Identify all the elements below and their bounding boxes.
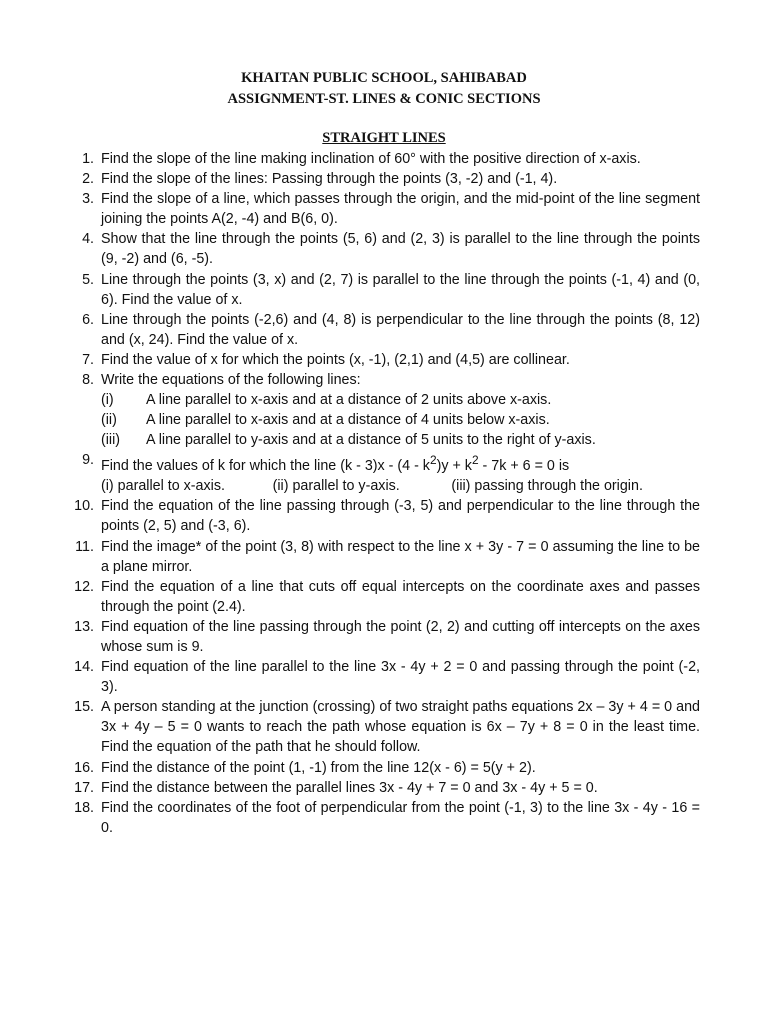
question-item: [70, 350, 700, 370]
question-number: 11.: [75, 538, 94, 555]
sub-item-text: A line parallel to x-axis and at a distance of 2 units above x-axis.: [146, 392, 552, 409]
question-text: Find the distance of the point (1, -1) from the line 12(x - 6) = 5(y + 2).: [101, 759, 536, 776]
question-text: Find equation of the line parallel to the line 3x - 4y + 2 = 0 and passing through the point (-2, 3).: [101, 659, 700, 696]
option-text: (ii) parallel to y-axis.: [272, 478, 400, 495]
question-text: Find equation of the line passing through the point (2, 2) and cutting off intercepts on the axes whose sum is 9.: [101, 618, 700, 656]
question-text: A person standing at the junction (crossing) of two straight paths equations 2x – 3y + 4 = 0 and 3x + 4y – 5 = 0 wants to reach the path whose equation is 6x – 7y + 8 = 0 in the least time. Find the equation of the path that he should follow.: [101, 699, 700, 756]
question-text: Find the coordinates of the foot of perpendicular from the point (-1, 3) to the line 3x - 4y - 16 = 0.: [101, 799, 700, 836]
assignment-title: ASSIGNMENT-ST. LINES & CONIC SECTIONS: [227, 91, 541, 107]
sub-item: [101, 430, 700, 450]
document-header: [0, 68, 768, 110]
question-item: [70, 778, 700, 798]
option-text: (iii) passing through the origin.: [451, 478, 643, 495]
question-text: Line through the points (3, x) and (2, 7) is parallel to the line through the points (-1, 4) and (0, 6). Find the value of x.: [101, 271, 700, 308]
sub-item-label: (i): [101, 392, 114, 409]
question-number: 7.: [82, 351, 94, 368]
sub-item-text: A line parallel to x-axis and at a distance of 4 units below x-axis.: [146, 412, 550, 429]
question-number: 13.: [74, 618, 94, 635]
question-number: 16.: [74, 759, 94, 776]
question-item: [70, 169, 700, 189]
question-number: 9.: [82, 452, 94, 469]
question-number: 8.: [82, 372, 94, 389]
question-number: 10.: [74, 498, 94, 515]
question-item: [70, 577, 700, 617]
question-item: [70, 270, 700, 310]
question-item: [70, 310, 700, 350]
question-text: Write the equations of the following lines:: [101, 372, 361, 389]
question-text: Find the equation of a line that cuts off equal intercepts on the coordinate axes and passes through the point (2.4).: [101, 578, 700, 615]
sub-item-text: A line parallel to y-axis and at a distance of 5 units to the right of y-axis.: [146, 432, 596, 449]
question-text-part: - 7k + 6 = 0 is: [478, 458, 570, 475]
question-item: [70, 229, 700, 269]
sub-item-label: (iii): [101, 432, 121, 449]
question-text-part: Find the values of k for which the line (k - 3)x - (4 - k: [101, 458, 430, 475]
superscript: 2: [471, 453, 479, 468]
sub-item: [101, 390, 700, 410]
question-text: Find the slope of a line, which passes through the origin, and the mid-point of the line segment joining the points A(2, -4) and B(6, 0).: [101, 191, 700, 228]
question-item: [70, 537, 700, 577]
question-number: 3.: [82, 191, 94, 208]
question-text: Line through the points (-2,6) and (4, 8) is perpendicular to the line through the points (8, 12) and (x, 24). Find the value of x.: [101, 311, 700, 348]
section-heading: [0, 128, 768, 148]
question-number: 14.: [74, 659, 94, 676]
question-text-part: )y + k: [436, 458, 472, 475]
question-number: 2.: [82, 171, 94, 188]
question-number: 4.: [82, 231, 94, 248]
question-item: [70, 450, 700, 496]
question-text: Show that the line through the points (5, 6) and (2, 3) is parallel to the line through the points (9, -2) and (6, -5).: [101, 231, 700, 268]
question-number: 18.: [74, 799, 94, 816]
question-number: 5.: [82, 271, 94, 288]
question-number: 15.: [74, 699, 94, 716]
question-text: Find the equation of the line passing through (-3, 5) and perpendicular to the line through the points (2, 5) and (-3, 6).: [101, 498, 700, 535]
question-number: 6.: [82, 311, 94, 328]
superscript: 2: [429, 453, 437, 468]
section-title: STRAIGHT LINES: [322, 130, 446, 146]
question-item: [70, 617, 700, 657]
question-list: [70, 149, 700, 838]
question-item: [70, 758, 700, 778]
question-text: Find the image* of the point (3, 8) with respect to the line x + 3y - 7 = 0 assuming the line to be a plane mirror.: [101, 538, 700, 575]
question-item: [70, 370, 700, 450]
question-number: 1.: [82, 151, 94, 167]
question-item: [70, 149, 700, 169]
question-text: Find the slope of the line making inclination of 60° with the positive direction of x-axis.: [101, 151, 641, 167]
question-item: [70, 798, 700, 838]
question-text: Find the distance between the parallel lines 3x - 4y + 7 = 0 and 3x - 4y + 5 = 0.: [101, 779, 598, 796]
question-number: 17.: [74, 779, 94, 796]
school-name: KHAITAN PUBLIC SCHOOL, SAHIBABAD: [241, 70, 527, 86]
question-number: 12.: [74, 578, 94, 595]
options-row: [101, 476, 700, 496]
question-item: [70, 496, 700, 536]
sub-item: [101, 410, 700, 430]
option-text: (i) parallel to x-axis.: [101, 478, 225, 495]
sub-item-label: (ii): [101, 412, 117, 429]
question-text: Find the value of x for which the points (x, -1), (2,1) and (4,5) are collinear.: [101, 351, 570, 368]
question-text: Find the slope of the lines: Passing through the points (3, -2) and (-1, 4).: [101, 171, 558, 188]
question-item: [70, 189, 700, 229]
question-item: [70, 697, 700, 757]
question-item: [70, 657, 700, 697]
